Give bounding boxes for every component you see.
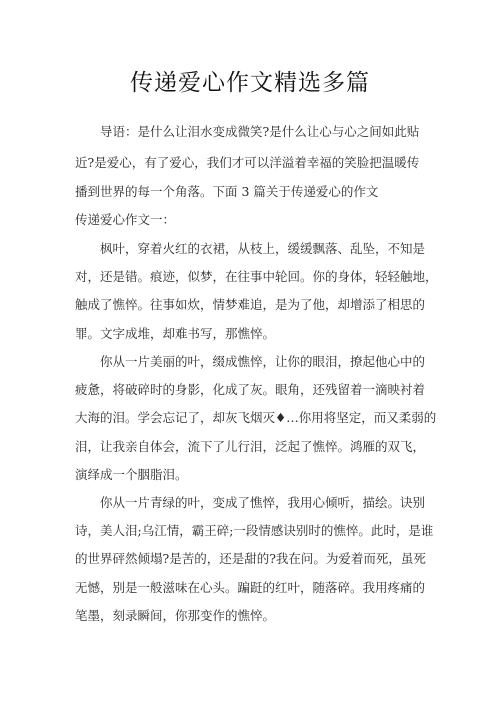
paragraph-line: 诗，美人泪;乌江情，霸王碎;一段情感诀别时的憔悴。此时，是谁 [75,523,434,538]
paragraph-line: 无憾，别是一般滋味在心头。蹁跹的红叶，随落碎。我用疼痛的 [75,580,426,595]
paragraph-line: 对，还是错。痕迹，似梦，在往事中轮回。你的身体，轻轻触地， [75,269,438,284]
intro-line: 导语：是什么让泪水变成微笑?是什么让心与心之间如此贴 [100,124,420,139]
paragraph-line: 笔墨，刻录瞬间，你那变作的憔悴。 [75,608,276,623]
paragraph-line: 泪，让我亲自体会，流下了儿行泪，泛起了憔悴。鸿雁的双飞， [75,439,426,454]
paragraph-line: 罪。文字成堆，却难书写，那憔悴。 [75,326,276,341]
paragraph-line: 的世界砰然倾塌?是苦的，还是甜的?我在问。为爱着而死，虽死 [75,551,426,566]
intro-line: 近?是爱心，有了爱心，我们才可以洋溢着幸福的笑脸把温暖传 [75,155,420,170]
document-title: 传递爱心作文精选多篇 [130,70,370,96]
section-heading: 传递爱心作文一： [75,212,176,227]
paragraph-line: 触成了憔悴。往事如炊，情梦难追，是为了他，却增添了相思的 [75,297,426,312]
paragraph-line: 枫叶，穿着火红的衣裙，从枝上，缓缓飘落、乱坠，不知是 [100,241,426,256]
paragraph-line: 你从一片青绿的叶，变成了憔悴，我用心倾听，描绘。诀别 [100,495,426,510]
paragraph-line: 你从一片美丽的叶，缀成憔悴，让你的眼泪，撩起他心中的 [100,354,426,369]
paragraph-line: 演绎成一个胭脂泪。 [75,467,188,482]
paragraph-line: 大海的泪。学会忘记了，却灰飞烟灭♦…你用将坚定，而又柔弱的 [75,410,437,425]
intro-line: 播到世界的每一个角落。下面 3 篇关于传递爱心的作文 [75,184,379,199]
paragraph-line: 疲惫，将破碎时的身影，化成了灰。眼角，还残留着一滴映衬着 [75,382,426,397]
